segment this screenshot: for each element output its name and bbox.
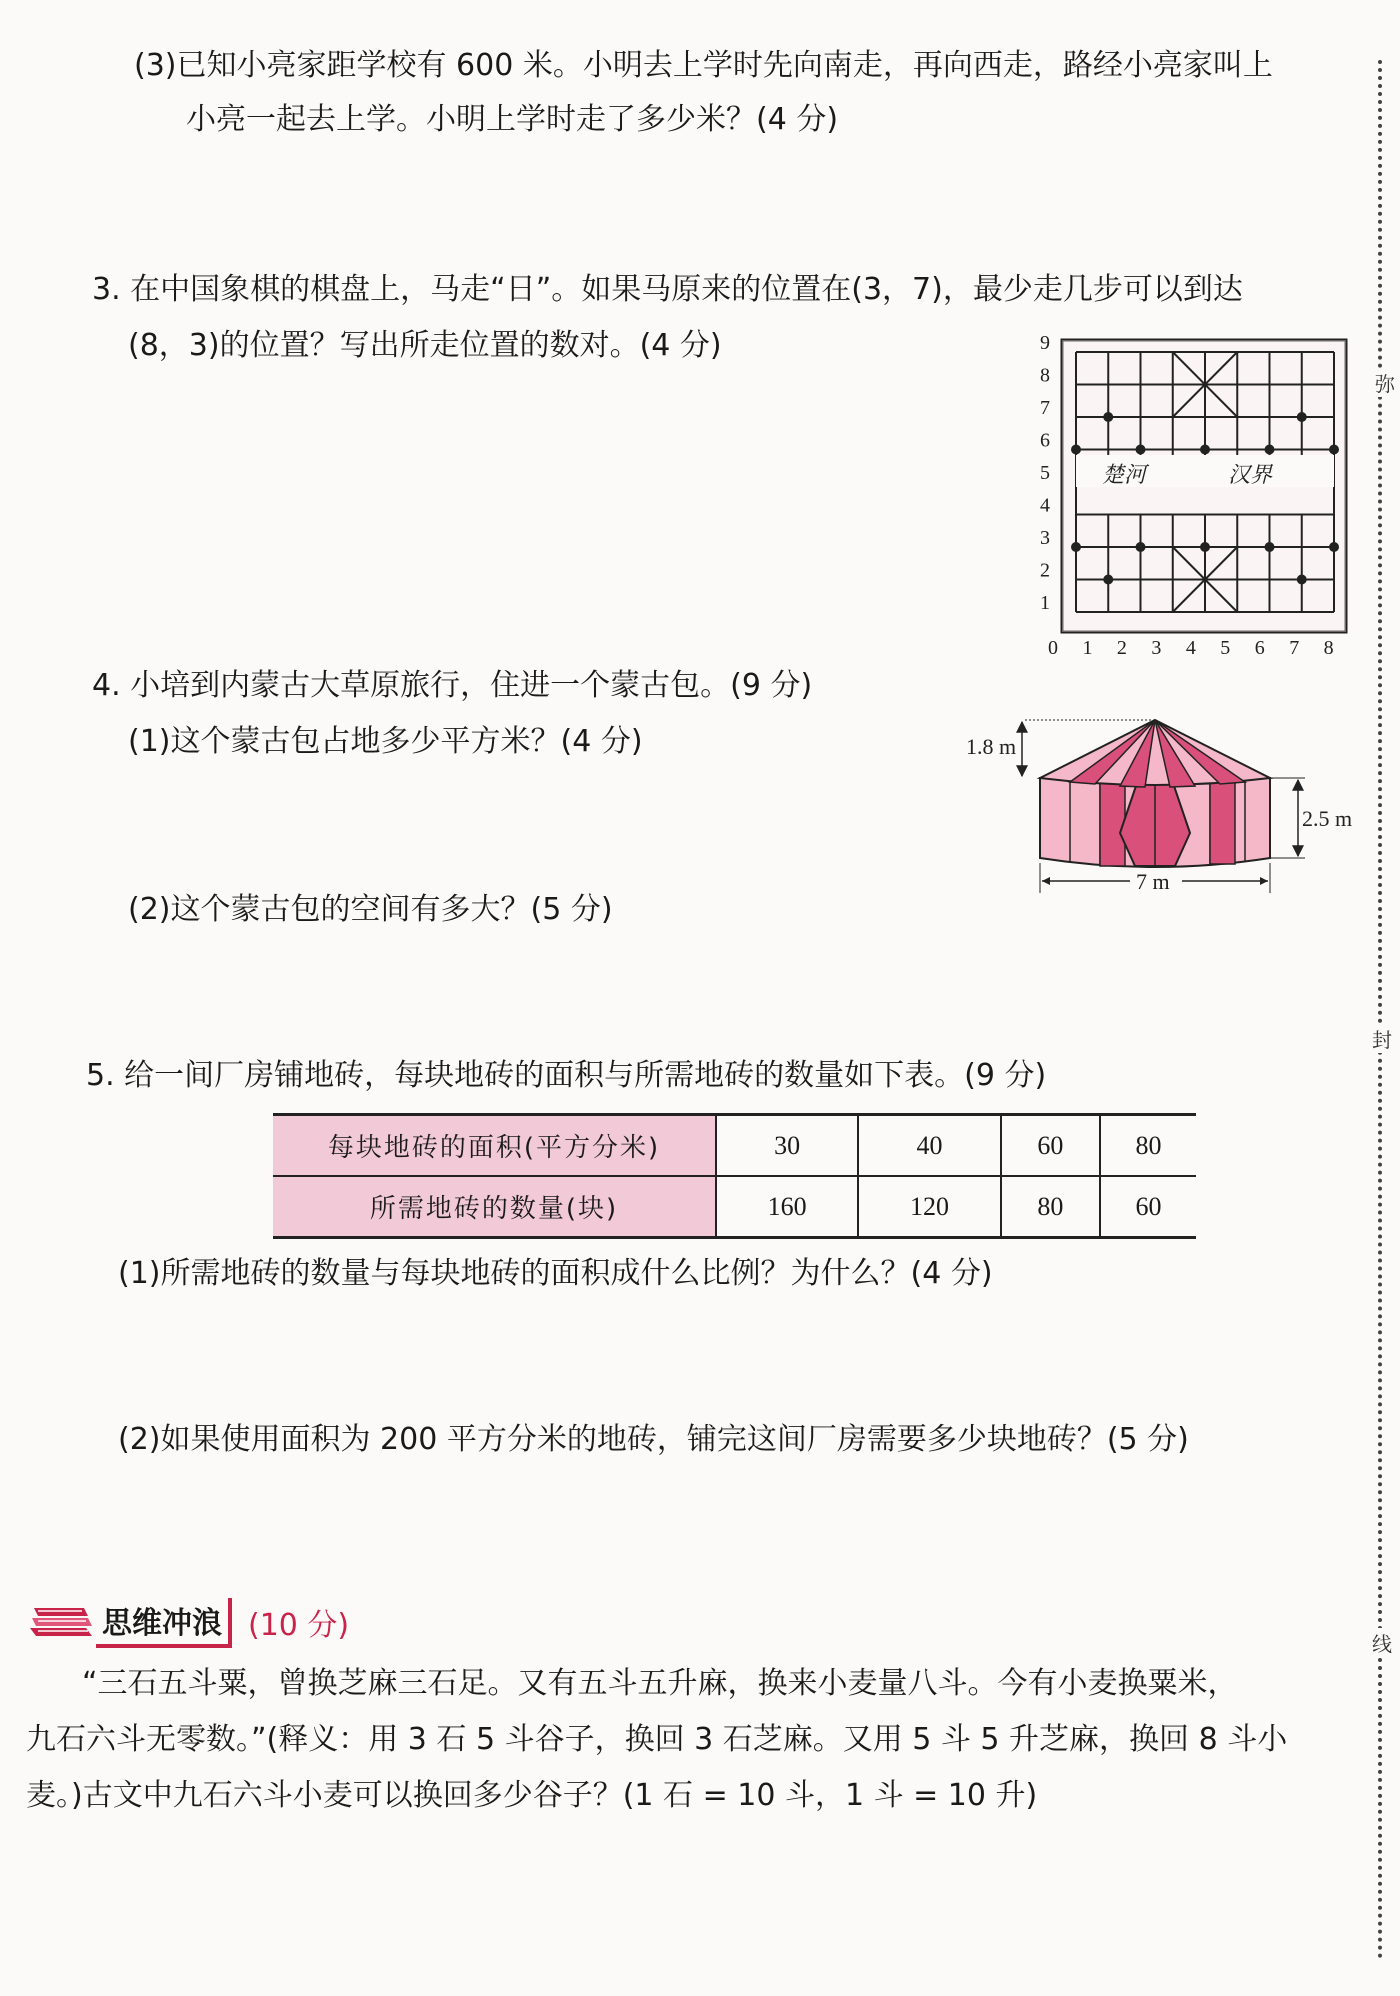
table-row <box>273 1115 1196 1177</box>
cell: 80 <box>1001 1176 1100 1238</box>
x-axis-label: 4 <box>1185 637 1196 659</box>
cell: 60 <box>1100 1176 1196 1238</box>
q4-title: 4. 小培到内蒙古大草原旅行，住进一个蒙古包。(9 分) <box>92 668 813 703</box>
table-row <box>273 1176 1196 1238</box>
q5-sub2: (2)如果使用面积为 200 平方分米的地砖，铺完这间厂房需要多少块地砖？(5 分) <box>118 1422 1189 1457</box>
board-point-dot <box>1136 445 1146 455</box>
section-score: (10 分) <box>248 1608 350 1643</box>
y-axis-label: 2 <box>1040 559 1050 582</box>
board-point-dot <box>1297 575 1307 585</box>
cell: 40 <box>858 1115 1000 1177</box>
x-axis-label: 5 <box>1220 637 1231 659</box>
row-header-area: 每块地砖的面积(平方分米) <box>273 1115 716 1177</box>
chess-board-figure <box>1020 332 1350 662</box>
x-axis-label: 1 <box>1082 637 1093 659</box>
row-header-count: 所需地砖的数量(块) <box>273 1176 716 1238</box>
binding-mark-2: 封 <box>1372 1024 1392 1053</box>
books-icon <box>26 1598 96 1644</box>
cell: 60 <box>1001 1115 1100 1177</box>
board-point-dot <box>1200 542 1210 552</box>
board-point-dot <box>1071 542 1081 552</box>
binding-dotted-line <box>1378 60 1382 1960</box>
x-axis-label: 2 <box>1116 637 1127 659</box>
q3-line2: (8，3)的位置？写出所走位置的数对。(4 分) <box>128 328 722 363</box>
y-axis-label: 6 <box>1040 429 1050 452</box>
board-point-dot <box>1329 445 1339 455</box>
section-line2: 九石六斗无零数。”(释义：用 3 石 5 斗谷子，换回 3 石芝麻。又用 5 斗 5 升芝麻，换回 8 斗小 <box>26 1722 1288 1757</box>
q4-sub2: (2)这个蒙古包的空间有多大？(5 分) <box>128 892 613 927</box>
y-axis-label: 4 <box>1040 494 1050 517</box>
q5-sub1: (1)所需地砖的数量与每块地砖的面积成什么比例？为什么？(4 分) <box>118 1256 993 1291</box>
q2-3-line1: (3)已知小亮家距学校有 600 米。小明去上学时先向南走，再向西走，路经小亮家叫上 <box>134 48 1273 83</box>
board-point-dot <box>1297 412 1307 422</box>
y-axis-label: 5 <box>1040 462 1050 484</box>
cell: 160 <box>716 1176 858 1238</box>
board-point-dot <box>1071 445 1081 455</box>
river-right-label: 汉界 <box>1228 463 1273 488</box>
board-point-dot <box>1265 445 1275 455</box>
river-left-label: 楚河 <box>1102 463 1147 488</box>
y-axis-label: 1 <box>1040 592 1050 614</box>
x-axis-label: 7 <box>1289 637 1300 659</box>
section-line1: “三石五斗粟，曾换芝麻三石足。又有五斗五升麻，换来小麦量八斗。今有小麦换粟米， <box>82 1666 1238 1701</box>
cell: 120 <box>858 1176 1000 1238</box>
tile-table <box>273 1113 1196 1239</box>
board-point-dot <box>1103 412 1113 422</box>
x-axis-label: 6 <box>1254 637 1265 659</box>
q5-title: 5. 给一间厂房铺地砖，每块地砖的面积与所需地砖的数量如下表。(9 分) <box>86 1058 1047 1093</box>
board-point-dot <box>1265 542 1275 552</box>
cell: 80 <box>1100 1115 1196 1177</box>
x-axis-label: 3 <box>1151 637 1162 659</box>
q3-line1: 3. 在中国象棋的棋盘上，马走“日”。如果马原来的位置在(3，7)，最少走几步可以到达 <box>92 272 1243 307</box>
cyl-height-label: 2.5 m <box>1302 806 1353 831</box>
section-line3: 麦。)古文中九石六斗小麦可以换回多少谷子？(1 石 = 10 斗，1 斗 = 10 升) <box>26 1778 1038 1813</box>
board-point-dot <box>1200 445 1210 455</box>
section-title: 思维冲浪 <box>96 1598 232 1648</box>
q4-sub1: (1)这个蒙古包占地多少平方米？(4 分) <box>128 724 643 759</box>
board-point-dot <box>1136 542 1146 552</box>
board-point-dot <box>1329 542 1339 552</box>
cell: 30 <box>716 1115 858 1177</box>
yurt-figure <box>960 708 1360 908</box>
x-axis-label: 8 <box>1323 637 1334 659</box>
y-axis-label: 9 <box>1040 332 1050 354</box>
x-axis-label: 0 <box>1048 637 1058 659</box>
y-axis-label: 8 <box>1040 364 1050 387</box>
binding-mark-3: 线 <box>1372 1628 1392 1657</box>
binding-mark-1: 弥 <box>1375 368 1395 397</box>
y-axis-label: 7 <box>1040 397 1050 419</box>
board-point-dot <box>1103 575 1113 585</box>
diameter-label: 7 m <box>1136 869 1170 894</box>
y-axis-label: 3 <box>1040 527 1050 549</box>
cone-height-label: 1.8 m <box>966 734 1017 759</box>
q2-3-line2: 小亮一起去上学。小明上学时走了多少米？(4 分) <box>186 102 839 137</box>
